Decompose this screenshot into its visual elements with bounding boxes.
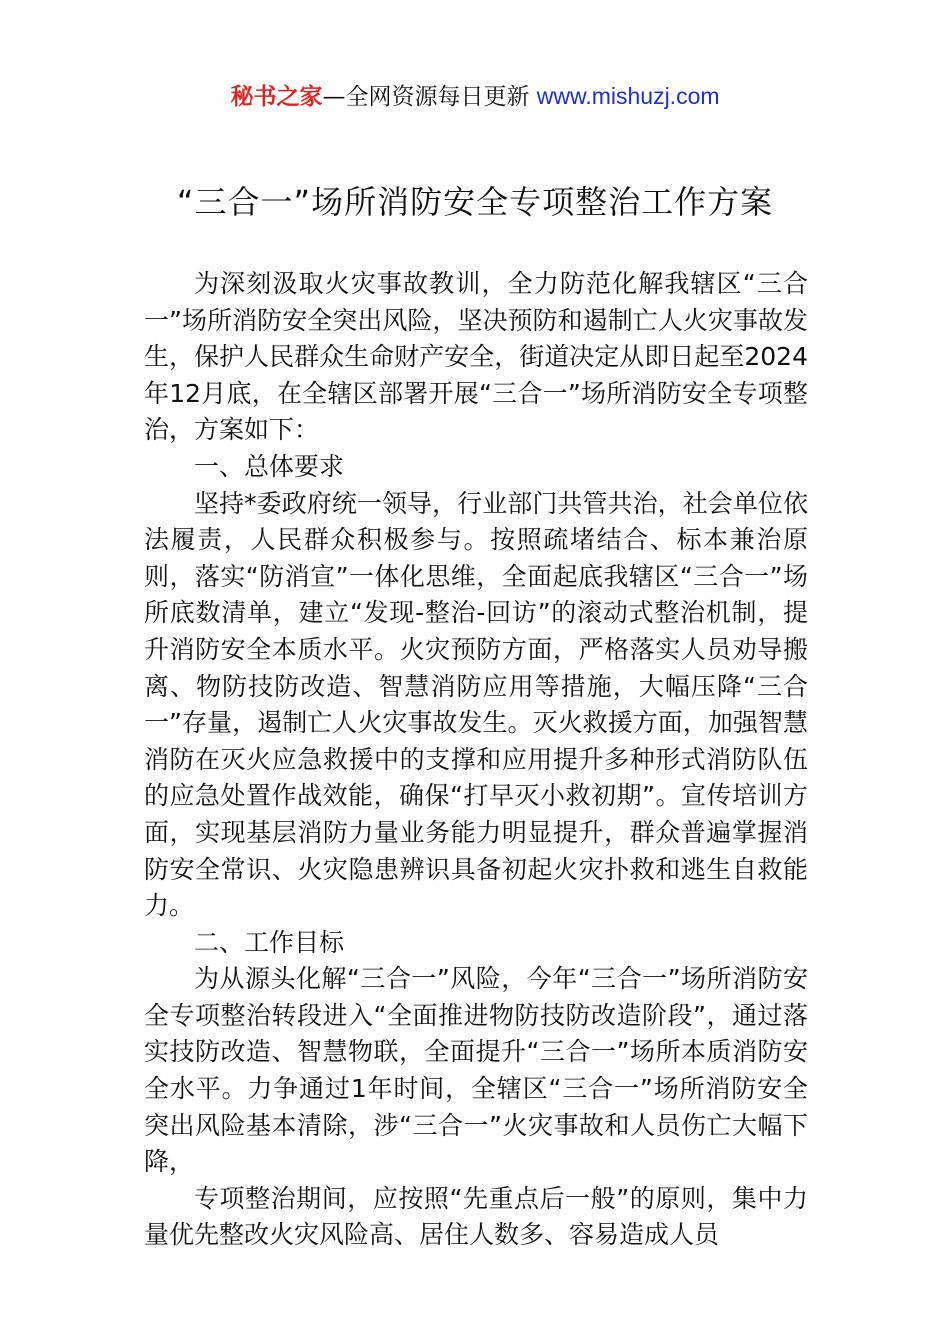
intro-paragraph: 为深刻汲取火灾事故教训，全力防范化解我辖区“三合一”场所消防安全突出风险，坚决预防和遏制亡人火灾事故发生，保护人民群众生命财产安全，街道决定从即日起至2024年12月底，在全辖区部署开展“三合一”场所消防安全专项整治，方案如下：: [144, 269, 808, 445]
document-title: “三合一”场所消防安全专项整治工作方案: [176, 183, 774, 221]
document-body: [144, 266, 808, 1254]
site-url: www.mishuzj.com: [536, 83, 720, 109]
section-heading-1: 一、总体要求: [194, 451, 345, 481]
section-1-paragraph: 坚持*委政府统一领导，行业部门共管共治，社会单位依法履责，人民群众积极参与。按照疏堵结合、标本兼治原则，落实“防消宣”一体化思维，全面起底我辖区“三合一”场所底数清单，建立“发现-整治-回访”的滚动式整治机制，提升消防安全本质水平。火灾预防方面，严格落实人员劝导搬离、物防技防改造、智慧消防应用等措施，大幅压降“三合一”存量，遏制亡人火灾事故发生。灭火救援方面，加强智慧消防在灭火应急救援中的支撑和应用提升多种形式消防队伍的应急处置作战效能，确保“打早灭小救初期”。宣传培训方面，实现基层消防力量业务能力明显提升，群众普遍掌握消防安全常识、火灾隐患辨识具备初起火灾扑救和逃生自救能力。: [144, 488, 808, 921]
section-2-paragraph-2: 专项整治期间，应按照“先重点后一般”的原则，集中力量优先整改火灾风险高、居住人数多、容易造成人员: [144, 1183, 808, 1250]
brand-name: 秘书之家: [230, 84, 323, 110]
section-2-paragraph-1: 为从源头化解“三合一”风险，今年“三合一”场所消防安全专项整治转段进入“全面推进物防技防改造阶段”，通过落实技防改造、智慧物联，全面提升“三合一”场所本质消防安全水平。力争通过1年时间，全辖区“三合一”场所消防安全突出风险基本清除，涉“三合一”火灾事故和人员伤亡大幅下降，: [144, 964, 808, 1177]
section-heading-2: 二、工作目标: [194, 927, 345, 957]
site-header: [0, 80, 950, 113]
header-slogan: —全网资源每日更新: [322, 84, 537, 110]
